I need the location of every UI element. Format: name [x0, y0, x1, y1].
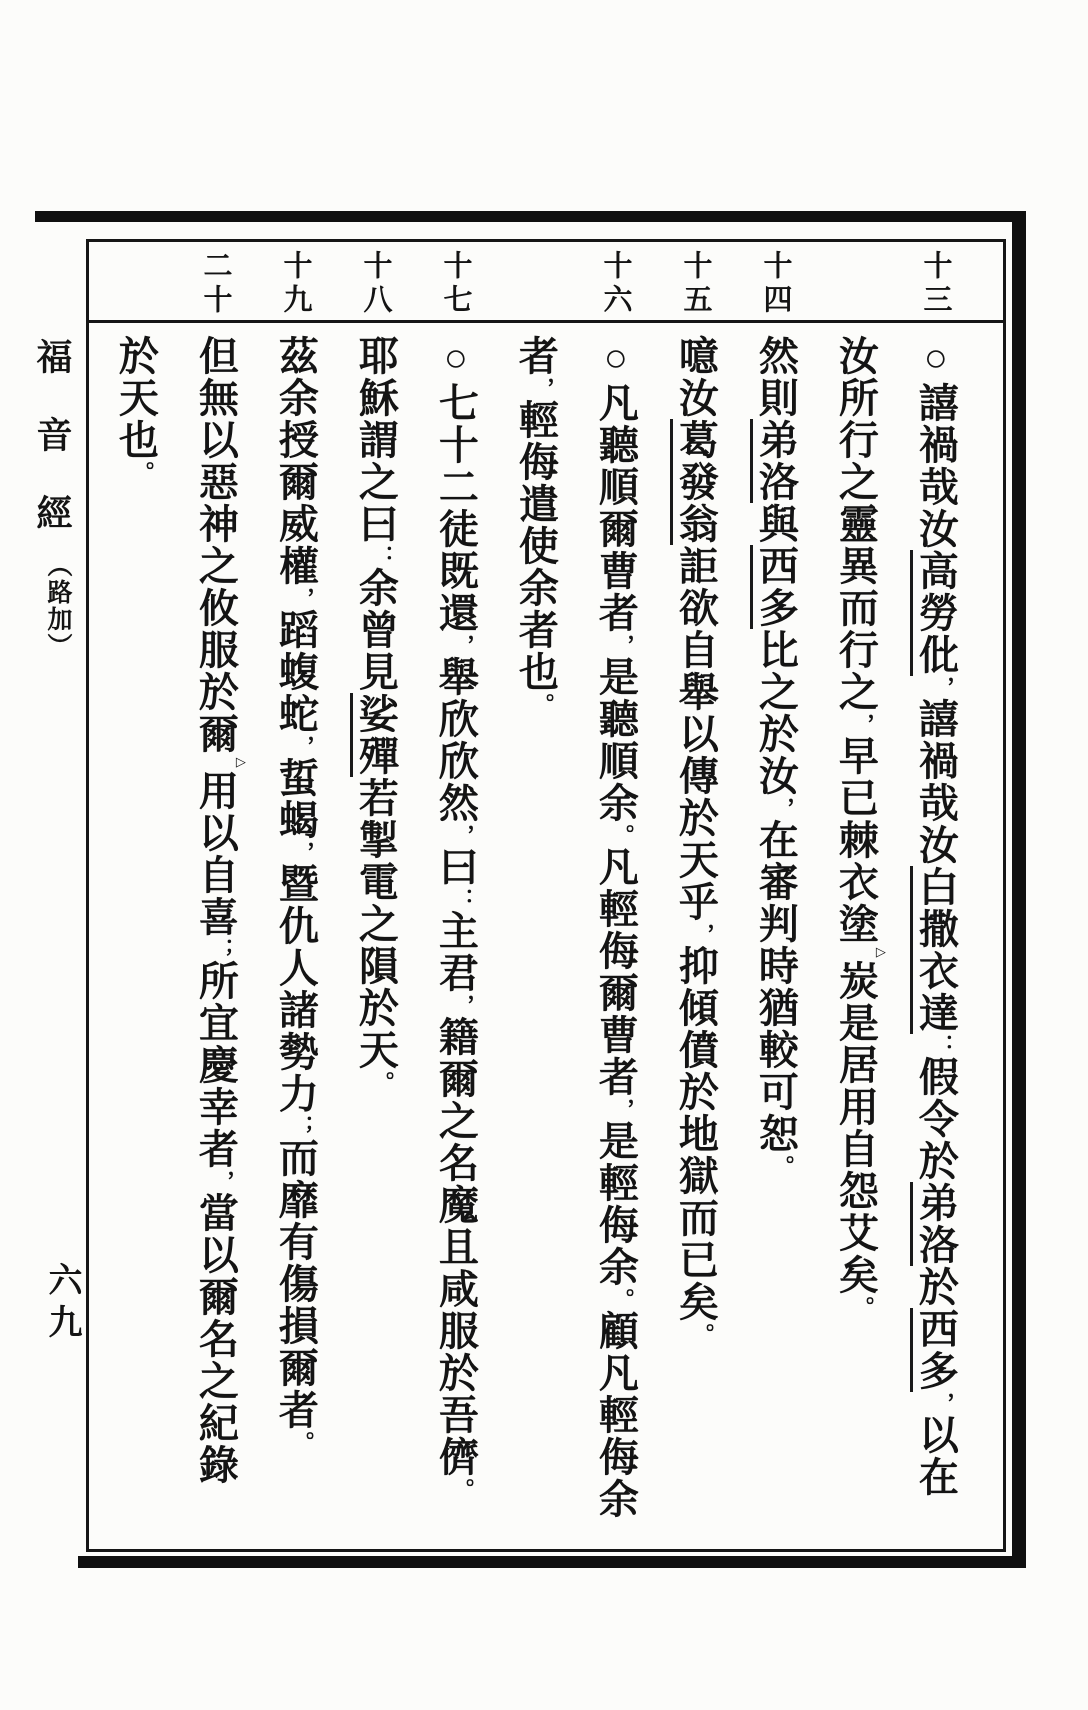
text-run: 輕侮遣使余者也	[513, 399, 559, 693]
header-slot	[255, 242, 335, 318]
verse-text-column	[353, 335, 399, 1549]
text-run: 凡輕侮爾曹者	[593, 846, 639, 1098]
verse-text-column	[193, 335, 250, 1549]
verse-text-column	[513, 335, 559, 1549]
text-run: 在審判時猶較可恕	[753, 819, 799, 1155]
text-run: 汝所行之靈異而行之	[833, 335, 879, 713]
book-subtitle: ︵路加︶	[44, 552, 71, 660]
verse-number: 十七	[439, 250, 472, 318]
punctuation: ，	[450, 634, 476, 656]
punctuation: ，	[930, 676, 956, 698]
verse-number: 十八	[359, 250, 392, 318]
column-slot	[895, 335, 975, 1549]
punctuation: ，	[450, 994, 476, 1016]
text-run: 舉欣欣然	[433, 656, 479, 824]
proper-name-mark: 娑殫	[350, 693, 398, 777]
text-run: 是輕侮余	[593, 1120, 639, 1288]
verse-number: 二十	[199, 250, 232, 318]
text-run: 而靡有傷損爾者	[273, 1137, 319, 1431]
punctuation: 。	[370, 1071, 396, 1093]
text-run: 耶穌謂之曰	[353, 335, 399, 545]
header-slot	[655, 242, 735, 318]
punctuation: 。	[450, 1478, 476, 1500]
verse-text-column	[433, 335, 479, 1549]
punctuation: ；	[210, 938, 236, 960]
text-run: ○七十二徒既還	[433, 335, 479, 634]
text-run: 但無以惡神之攸服於爾	[193, 335, 239, 755]
right-border-rule	[1012, 211, 1026, 1568]
punctuation: 。	[530, 693, 556, 715]
punctuation: ，	[530, 377, 556, 399]
proper-name-mark: 弟洛	[750, 419, 798, 503]
punctuation: ，	[610, 634, 636, 656]
verse-text-area	[89, 323, 1003, 1549]
text-run: ○凡聽順爾曹者	[593, 335, 639, 634]
proper-name-mark: 西多	[750, 545, 798, 629]
text-run: 噫汝	[673, 335, 719, 419]
punctuation: ，	[210, 1170, 236, 1192]
text-run: 是聽順余	[593, 656, 639, 824]
text-run: 當以爾名之紀錄	[193, 1192, 239, 1486]
triangle-annotation-mark: ▷	[234, 755, 250, 770]
column-slot	[815, 335, 895, 1549]
punctuation: 。	[610, 824, 636, 846]
column-slot	[415, 335, 495, 1549]
punctuation: 。	[850, 1296, 876, 1318]
column-slot	[255, 335, 335, 1549]
page-number: 六九	[43, 1262, 80, 1346]
text-run: 若掣電之隕於天	[353, 777, 399, 1071]
header-slot	[895, 242, 975, 318]
text-run: 者	[513, 335, 559, 377]
text-run: 曰	[433, 846, 479, 888]
punctuation: 。	[690, 1323, 716, 1345]
punctuation: ，	[290, 841, 316, 863]
text-run: 假令於	[913, 1056, 959, 1182]
punctuation: ，	[690, 923, 716, 945]
top-border-rule	[35, 211, 1026, 222]
text-run: 然則	[753, 335, 799, 419]
text-run: 炭是居用自怨艾矣	[833, 960, 879, 1296]
verse-text-column	[673, 335, 719, 1549]
proper-name-mark: 高勞仳	[910, 550, 958, 676]
text-frame	[86, 239, 1006, 1552]
punctuation: ，	[850, 713, 876, 735]
punctuation: ：	[370, 545, 396, 567]
header-slot	[575, 242, 655, 318]
verse-text-column	[913, 335, 959, 1549]
column-slot	[175, 335, 255, 1549]
verse-number: 十三	[919, 250, 952, 318]
verse-text-column	[833, 335, 890, 1549]
verse-text-column	[273, 335, 319, 1549]
punctuation: 。	[130, 461, 156, 483]
text-run: 與	[753, 503, 799, 545]
text-run: 早已棘衣塗	[833, 735, 879, 945]
book-title: 福音經	[32, 338, 72, 572]
bottom-border-rule	[78, 1556, 1026, 1568]
punctuation: 。	[610, 1288, 636, 1310]
proper-name-mark: 白撒衣達	[910, 866, 958, 1034]
text-run: 主君	[433, 910, 479, 994]
text-run: 所宜慶幸者	[193, 960, 239, 1170]
punctuation: ，	[450, 824, 476, 846]
punctuation: ，	[930, 1392, 956, 1414]
text-run: 詎欲自舉以傳於天乎	[673, 545, 719, 923]
verse-number-row	[89, 242, 1003, 320]
punctuation: ：	[930, 1034, 956, 1056]
text-run: ○譆禍哉汝	[913, 335, 959, 550]
header-slot	[735, 242, 815, 318]
text-run: 籍爾之名魔且咸服於吾儕	[433, 1016, 479, 1478]
header-slot	[335, 242, 415, 318]
text-run: 顧凡輕侮余	[593, 1310, 639, 1520]
header-slot	[415, 242, 495, 318]
text-run: 以在	[913, 1414, 959, 1498]
text-run: 譆禍哉汝	[913, 698, 959, 866]
verse-text-column	[593, 335, 639, 1549]
column-slot	[95, 335, 175, 1549]
text-run: 蜇蝎	[273, 757, 319, 841]
verse-text-column	[753, 335, 799, 1549]
punctuation: ：	[450, 888, 476, 910]
proper-name-mark: 西多	[910, 1308, 958, 1392]
text-run: 余曾見	[353, 567, 399, 693]
proper-name-mark: 葛發翁	[670, 419, 718, 545]
text-run: 蹈蝮蛇	[273, 609, 319, 735]
punctuation: 。	[770, 1155, 796, 1177]
column-slot	[575, 335, 655, 1549]
text-run: 茲余授爾威權	[273, 335, 319, 587]
punctuation: ，	[290, 587, 316, 609]
punctuation: ，	[770, 797, 796, 819]
text-run: 用以自喜	[193, 770, 239, 938]
punctuation: 。	[290, 1431, 316, 1453]
text-run: 於	[913, 1266, 959, 1308]
text-run: 抑傾僨於地獄而已矣	[673, 945, 719, 1323]
verse-number: 十六	[599, 250, 632, 318]
punctuation: ，	[610, 1098, 636, 1120]
column-slot	[655, 335, 735, 1549]
verse-number: 十九	[279, 250, 312, 318]
column-slot	[735, 335, 815, 1549]
text-run: 比之於汝	[753, 629, 799, 797]
column-slot	[335, 335, 415, 1549]
column-slot	[495, 335, 575, 1549]
verse-number: 十四	[759, 250, 792, 318]
verse-text-column	[113, 335, 159, 1549]
punctuation: ；	[290, 1115, 316, 1137]
proper-name-mark: 弟洛	[910, 1182, 958, 1266]
text-run: 於天也	[113, 335, 159, 461]
triangle-annotation-mark: ▷	[874, 945, 890, 960]
header-slot	[175, 242, 255, 318]
punctuation: ，	[290, 735, 316, 757]
text-run: 暨仇人諸勢力	[273, 863, 319, 1115]
verse-number: 十五	[679, 250, 712, 318]
